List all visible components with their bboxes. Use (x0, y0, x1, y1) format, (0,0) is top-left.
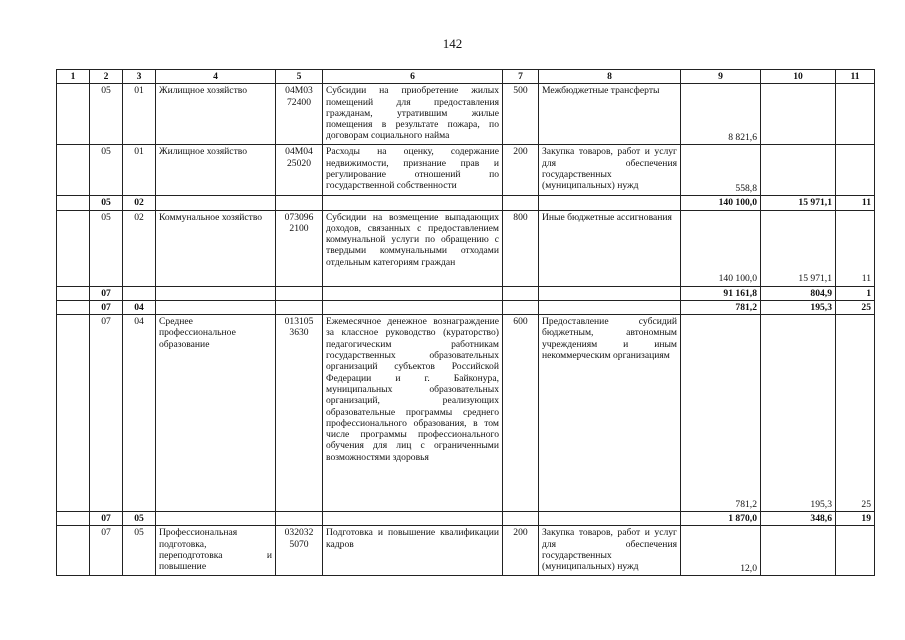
cell-target-article: 04М03 72400 (276, 84, 323, 145)
cell-section: 05 (90, 210, 123, 286)
cell-amount-plan: 558,8 (681, 145, 761, 196)
budget-table (56, 69, 875, 576)
cell-target-article: 073096 2100 (276, 210, 323, 286)
cell-expense-type: 500 (503, 84, 539, 145)
cell-subsection: 04 (123, 300, 156, 314)
cell-amount-actual: 15 971,1 (761, 210, 836, 286)
cell-amount-plan: 91 161,8 (681, 286, 761, 300)
cell-amount-plan: 8 821,6 (681, 84, 761, 145)
header-row (57, 70, 875, 84)
column-header: 5 (276, 70, 323, 84)
cell-expense-type (503, 196, 539, 210)
cell-percent: 19 (836, 512, 875, 526)
cell-target-article (276, 196, 323, 210)
cell-expense-type (503, 286, 539, 300)
cell-subsection-name: Жилищное хозяйство (156, 84, 276, 145)
column-header: 1 (57, 70, 90, 84)
column-header: 4 (156, 70, 276, 84)
cell-expense-type-name (539, 286, 681, 300)
cell-col1 (57, 512, 90, 526)
cell-expense-type-name (539, 512, 681, 526)
cell-section: 05 (90, 196, 123, 210)
cell-amount-plan: 140 100,0 (681, 210, 761, 286)
column-header: 3 (123, 70, 156, 84)
cell-expense-type-name: Закупка товаров, работ и услуг для обеспечения государственных (муниципальных) нужд (539, 145, 681, 196)
cell-percent: 11 (836, 196, 875, 210)
column-header: 7 (503, 70, 539, 84)
table-row (57, 84, 875, 145)
cell-amount-actual: 804,9 (761, 286, 836, 300)
cell-expense-type: 800 (503, 210, 539, 286)
cell-subsection-name (156, 512, 276, 526)
cell-amount-plan: 12,0 (681, 526, 761, 576)
cell-section: 07 (90, 286, 123, 300)
cell-subsection: 02 (123, 196, 156, 210)
cell-subsection: 05 (123, 526, 156, 576)
cell-subsection: 01 (123, 145, 156, 196)
cell-article-name (323, 196, 503, 210)
table-row (57, 315, 875, 512)
cell-target-article: 032032 5070 (276, 526, 323, 576)
cell-subsection-name: Среднее профессиональное образование (156, 315, 276, 512)
cell-article-name (323, 512, 503, 526)
column-header: 10 (761, 70, 836, 84)
page-number: 142 (442, 36, 463, 51)
cell-subsection: 05 (123, 512, 156, 526)
cell-subsection: 01 (123, 84, 156, 145)
cell-amount-actual: 15 971,1 (761, 196, 836, 210)
cell-section: 07 (90, 526, 123, 576)
cell-target-article (276, 300, 323, 314)
cell-subsection-name (156, 300, 276, 314)
cell-section: 07 (90, 512, 123, 526)
table-row (57, 145, 875, 196)
cell-expense-type-name: Предоставление субсидий бюджетным, автономным учреждениям и иным некоммерческим организациям (539, 315, 681, 512)
cell-amount-actual: 195,3 (761, 300, 836, 314)
cell-amount-actual (761, 145, 836, 196)
cell-subsection: 04 (123, 315, 156, 512)
cell-article-name: Субсидии на приобретение жилых помещений для предоставления гражданам, утратившим жилые помещения в результате пожара, по договорам социального найма (323, 84, 503, 145)
cell-amount-plan: 781,2 (681, 315, 761, 512)
cell-col1 (57, 145, 90, 196)
table-row (57, 210, 875, 286)
cell-expense-type: 200 (503, 526, 539, 576)
cell-col1 (57, 84, 90, 145)
cell-subsection-name (156, 286, 276, 300)
cell-expense-type-name: Закупка товаров, работ и услуг для обеспечения государственных (муниципальных) нужд (539, 526, 681, 576)
cell-article-name (323, 300, 503, 314)
cell-col1 (57, 210, 90, 286)
column-header: 9 (681, 70, 761, 84)
cell-percent: 1 (836, 286, 875, 300)
cell-subsection (123, 286, 156, 300)
cell-amount-plan: 1 870,0 (681, 512, 761, 526)
cell-amount-actual: 195,3 (761, 315, 836, 512)
cell-amount-actual: 348,6 (761, 512, 836, 526)
cell-article-name: Субсидии на возмещение выпадающих доходов, связанных с предоставлением коммунальной услуги по обращению с твердыми коммунальными отходами отдельным категориям граждан (323, 210, 503, 286)
column-header: 2 (90, 70, 123, 84)
subtotal-row (57, 512, 875, 526)
cell-subsection-name: Коммунальное хозяйство (156, 210, 276, 286)
cell-expense-type: 600 (503, 315, 539, 512)
cell-section: 07 (90, 315, 123, 512)
cell-amount-plan: 140 100,0 (681, 196, 761, 210)
cell-amount-actual (761, 84, 836, 145)
cell-subsection-name: Профессиональная подготовка, переподготовка и повышение (156, 526, 276, 576)
cell-target-article: 04М04 25020 (276, 145, 323, 196)
cell-target-article (276, 512, 323, 526)
cell-article-name (323, 286, 503, 300)
cell-article-name: Расходы на оценку, содержание недвижимости, признание прав и регулирование отношений по государственной собственности (323, 145, 503, 196)
cell-section: 05 (90, 84, 123, 145)
cell-amount-plan: 781,2 (681, 300, 761, 314)
cell-expense-type-name: Межбюджетные трансферты (539, 84, 681, 145)
cell-expense-type-name: Иные бюджетные ассигнования (539, 210, 681, 286)
column-header: 6 (323, 70, 503, 84)
cell-expense-type-name (539, 196, 681, 210)
cell-percent (836, 526, 875, 576)
cell-subsection: 02 (123, 210, 156, 286)
cell-expense-type: 200 (503, 145, 539, 196)
cell-target-article (276, 286, 323, 300)
cell-percent: 11 (836, 210, 875, 286)
cell-article-name: Ежемесячное денежное вознаграждение за классное руководство (кураторство) педагогическим работникам государственных образовательных организаций субъектов Российской Федерации и г. Байконура, муниципальных образовательных организаций, реализующих образовательные программы среднего профессионального образования, в том числе программы профессионального обучения для лиц с ограниченными возможностями здоровья (323, 315, 503, 512)
cell-col1 (57, 196, 90, 210)
cell-percent: 25 (836, 315, 875, 512)
cell-expense-type (503, 512, 539, 526)
cell-expense-type-name (539, 300, 681, 314)
cell-percent: 25 (836, 300, 875, 314)
cell-col1 (57, 526, 90, 576)
cell-article-name: Подготовка и повышение квалификации кадров (323, 526, 503, 576)
column-header: 8 (539, 70, 681, 84)
subtotal-row (57, 196, 875, 210)
table-row (57, 526, 875, 576)
column-header: 11 (836, 70, 875, 84)
subtotal-row (57, 286, 875, 300)
cell-target-article: 013105 3630 (276, 315, 323, 512)
cell-expense-type (503, 300, 539, 314)
cell-col1 (57, 300, 90, 314)
cell-section: 05 (90, 145, 123, 196)
cell-percent (836, 84, 875, 145)
cell-col1 (57, 286, 90, 300)
cell-col1 (57, 315, 90, 512)
cell-subsection-name (156, 196, 276, 210)
cell-percent (836, 145, 875, 196)
cell-amount-actual (761, 526, 836, 576)
cell-subsection-name: Жилищное хозяйство (156, 145, 276, 196)
subtotal-row (57, 300, 875, 314)
cell-section: 07 (90, 300, 123, 314)
